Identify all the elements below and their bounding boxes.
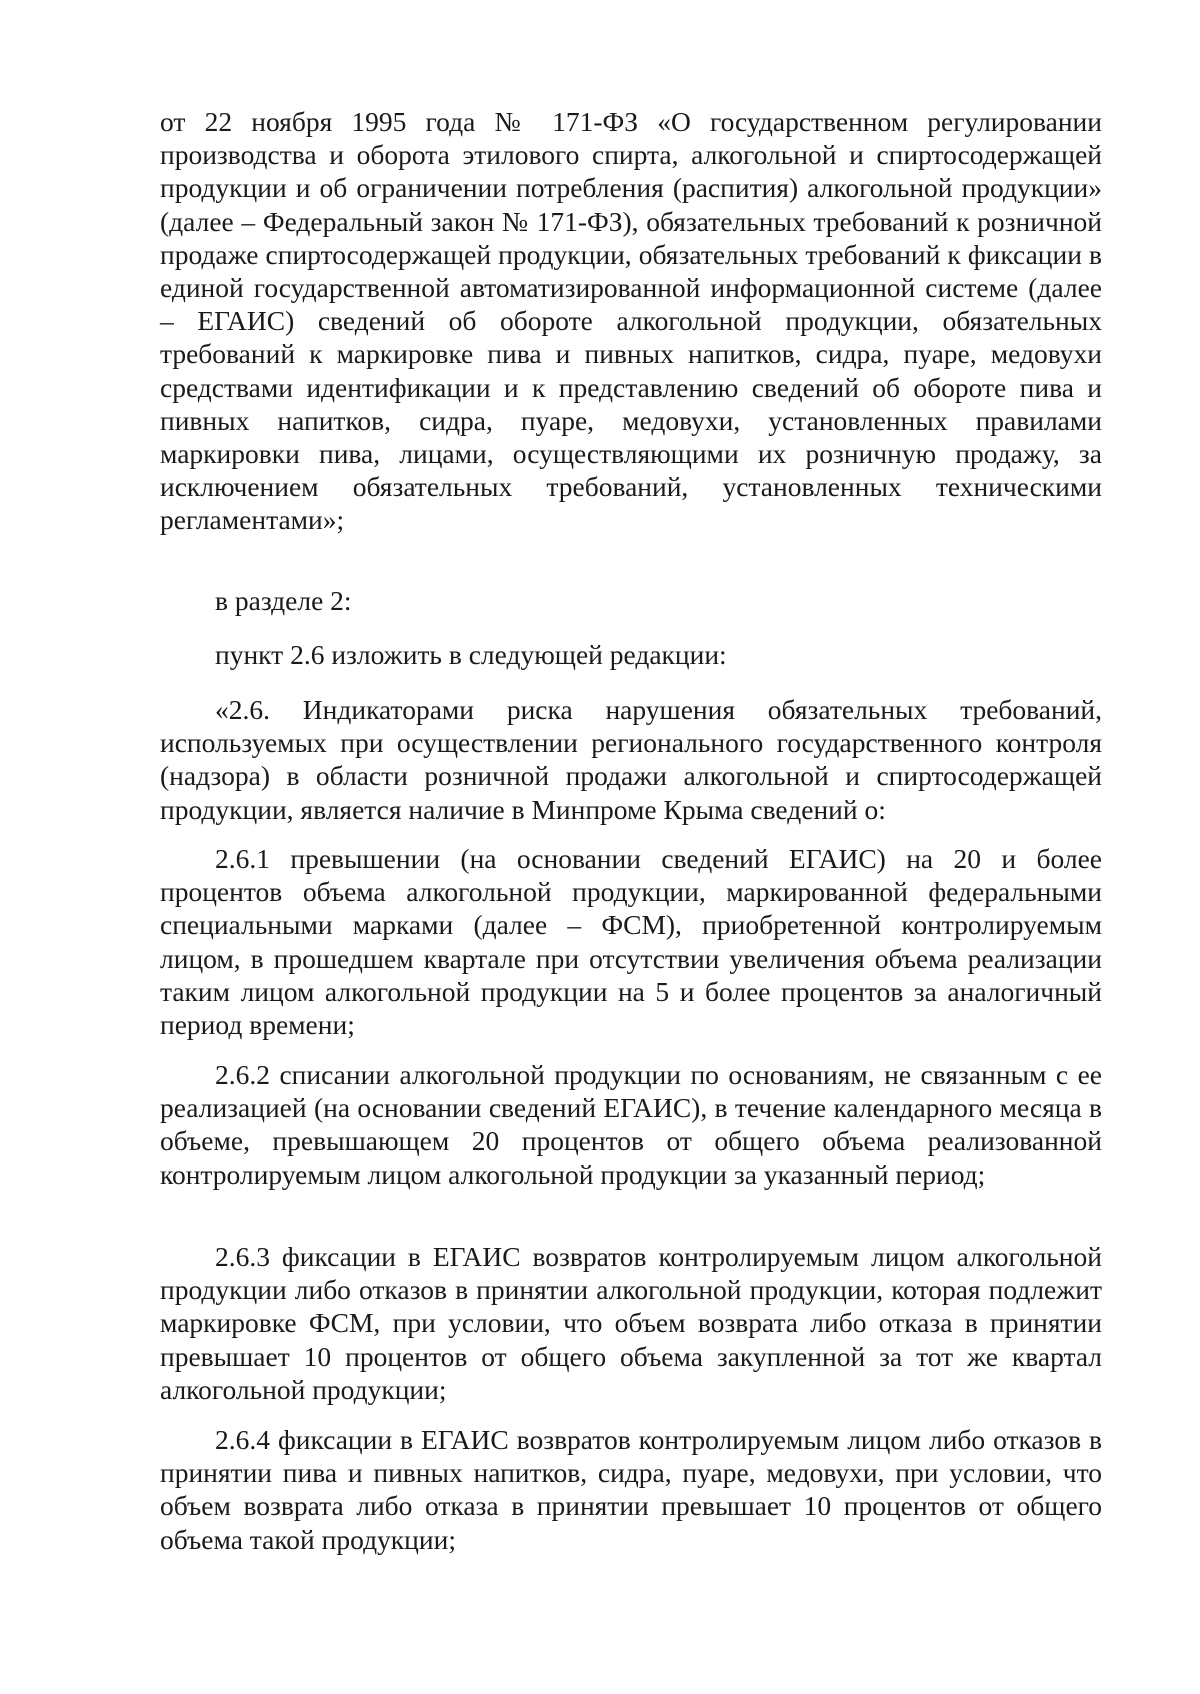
paragraph-clause-2-6-3: 2.6.3 фиксации в ЕГАИС возвратов контролируемым лицом алкогольной продукции либо отказов в принятии алкогольной продукции, которая подлежит маркировке ФСМ, при условии, что объем возврата либо отказа в принятии превышает 10 процентов от общего объема закупленной за тот же квартал алкогольной продукции; [160,1241,1102,1405]
paragraph-clause-2-6-1: 2.6.1 превышении (на основании сведений ЕГАИС) на 20 и более процентов объема алкогольной продукции, маркированной федеральными специальными марками (далее – ФСМ), приобретенной контролируемым лицом, в прошедшем квартале при отсутствии увеличения объема реализации таким лицом алкогольной продукции на 5 и более процентов за аналогичный период времени; [160,843,1102,1041]
paragraph-clause-2-6-intro: пункт 2.6 изложить в следующей редакции: [215,639,727,670]
paragraph-clause-2-6-4: 2.6.4 фиксации в ЕГАИС возвратов контролируемым лицом либо отказов в принятии пива и пивных напитков, сидра, пуаре, медовухи, при условии, что объем возврата либо отказа в принятии превышает 10 процентов от общего объема такой продукции; [160,1424,1102,1555]
paragraph-law-reference: от 22 ноября 1995 года № 171-ФЗ «О государственном регулировании производства и оборота этилового спирта, алкогольной и спиртосодержащей продукции и об ограничении потребления (распития) алкогольной продукции» (далее – Федеральный закон № 171-ФЗ), обязательных требований к розничной продаже спиртосодержащей продукции, обязательных требований к фиксации в единой государственной автоматизированной информационной системе (далее – ЕГАИС) сведений об обороте алкогольной продукции, обязательных требований к маркировке пива и пивных напитков, сидра, пуаре, медовухи средствами идентификации и к представлению сведений об обороте пива и пивных напитков, сидра, пуаре, медовухи, установленных правилами маркировки пива, лицами, осуществляющими их розничную продажу, за исключением обязательных требований, установленных техническими регламентами»; [160,106,1102,536]
paragraph-section-2: в разделе 2: [215,585,352,616]
paragraph-clause-2-6-2: 2.6.2 списании алкогольной продукции по основаниям, не связанным с ее реализацией (на основании сведений ЕГАИС), в течение календарного месяца в объеме, превышающем 20 процентов от общего объема реализованной контролируемым лицом алкогольной продукции за указанный период; [160,1059,1102,1190]
paragraph-clause-2-6: «2.6. Индикаторами риска нарушения обязательных требований, используемых при осуществлении регионального государственного контроля (надзора) в области розничной продажи алкогольной и спиртосодержащей продукции, является наличие в Минпроме Крыма сведений о: [160,694,1102,825]
